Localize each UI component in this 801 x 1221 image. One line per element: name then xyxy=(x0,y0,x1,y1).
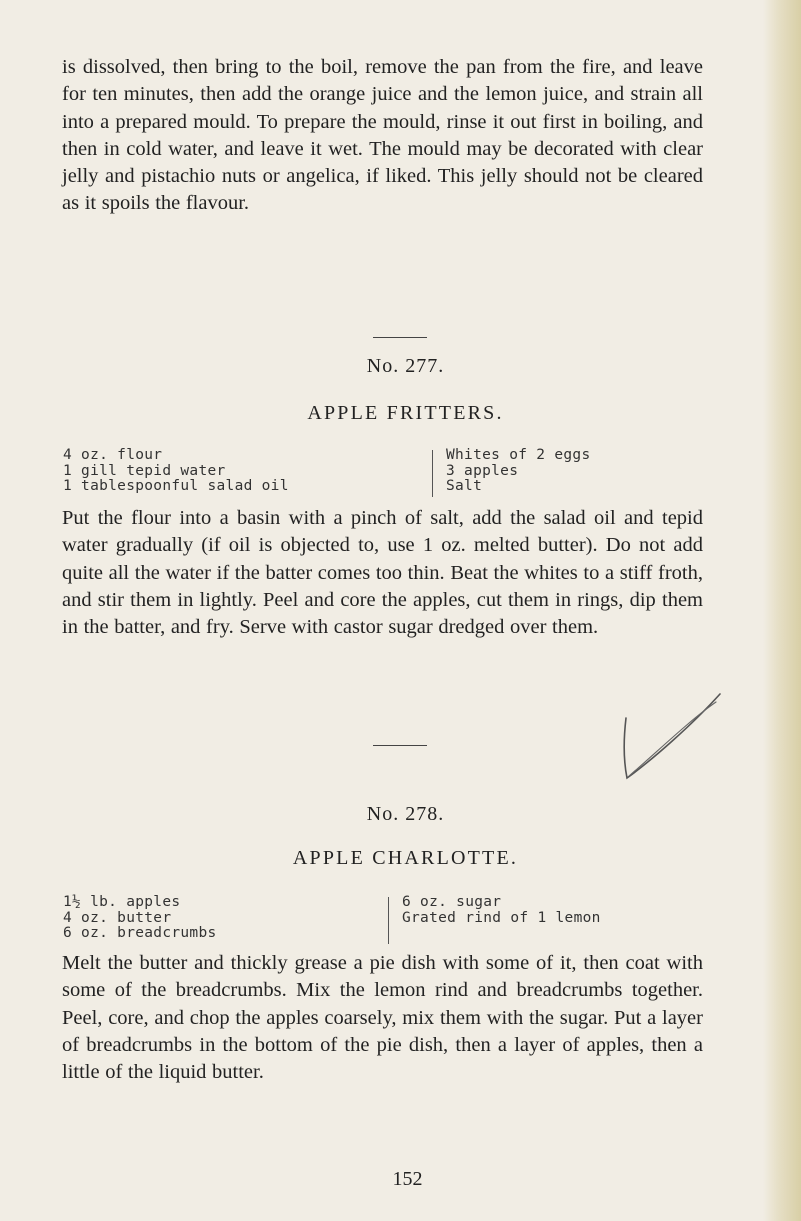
recipe-method: Melt the butter and thickly grease a pie dish with some of it, then coat with some of the breadcrumbs. Mix the lemon rind and breadcrumbs together. Peel, core, and chop the apples coarsely, mix them with the sugar. Put a layer of breadcrumbs in the bottom of the pie dish, then a layer of apples, then a little of the liquid butter. xyxy=(62,952,703,1084)
pencil-tick-mark xyxy=(612,690,722,790)
recipe-method: Put the flour into a basin with a pinch of salt, add the salad oil and tepid water gradually (if oil is objected to, use 1 oz. melted butter). Do not add quite all the water if the batter comes too thin. Beat the whites to a stiff froth, and stir them in lightly. Peel and core the apples, cut them in rings, dip them in the batter, and fry. Serve with castor sugar dredged over them. xyxy=(62,507,703,639)
section-divider xyxy=(373,337,427,338)
recipe-title: APPLE FRITTERS. xyxy=(307,402,504,424)
ingredient: 6 oz. sugar xyxy=(402,894,502,910)
ingredient: 4 oz. flour xyxy=(63,447,163,463)
ingredient: 1 tablespoonful salad oil xyxy=(63,478,289,494)
ingredients-right xyxy=(402,895,601,926)
ingredients-left xyxy=(63,448,289,495)
ingredients-left xyxy=(63,895,217,942)
page-number: 152 xyxy=(392,1168,423,1190)
ingredient: 4 oz. butter xyxy=(63,909,172,926)
ingredient: 1 gill tepid water xyxy=(63,462,226,479)
ingredients-divider xyxy=(432,450,433,497)
ingredients-right xyxy=(446,448,590,495)
ingredient: 6 oz. breadcrumbs xyxy=(63,925,217,941)
ingredient: Grated rind of 1 lemon xyxy=(402,909,601,926)
ingredient: 1½ lb. apples xyxy=(63,894,181,910)
recipe-number: No. 277. xyxy=(366,355,445,377)
page-edge-shadow xyxy=(763,0,801,1221)
section-divider xyxy=(373,745,427,746)
recipe-title: APPLE CHARLOTTE. xyxy=(292,847,519,869)
ingredient: 3 apples xyxy=(446,462,519,479)
intro-paragraph: is dissolved, then bring to the boil, remove the pan from the fire, and leave for ten minutes, then add the orange juice and the lemon juice, and strain all into a prepared mould. To prepare the mould, rinse it out first in boiling, and then in cold water, and leave it wet. The mould may be decorated with clear jelly and pistachio nuts or angelica, if liked. This jelly should not be cleared as it spoils the flavour. xyxy=(62,56,703,215)
recipe-number: No. 278. xyxy=(366,803,445,825)
ingredient: Whites of 2 eggs xyxy=(446,447,591,463)
ingredients-divider xyxy=(388,897,389,944)
ingredient: Salt xyxy=(446,478,483,494)
